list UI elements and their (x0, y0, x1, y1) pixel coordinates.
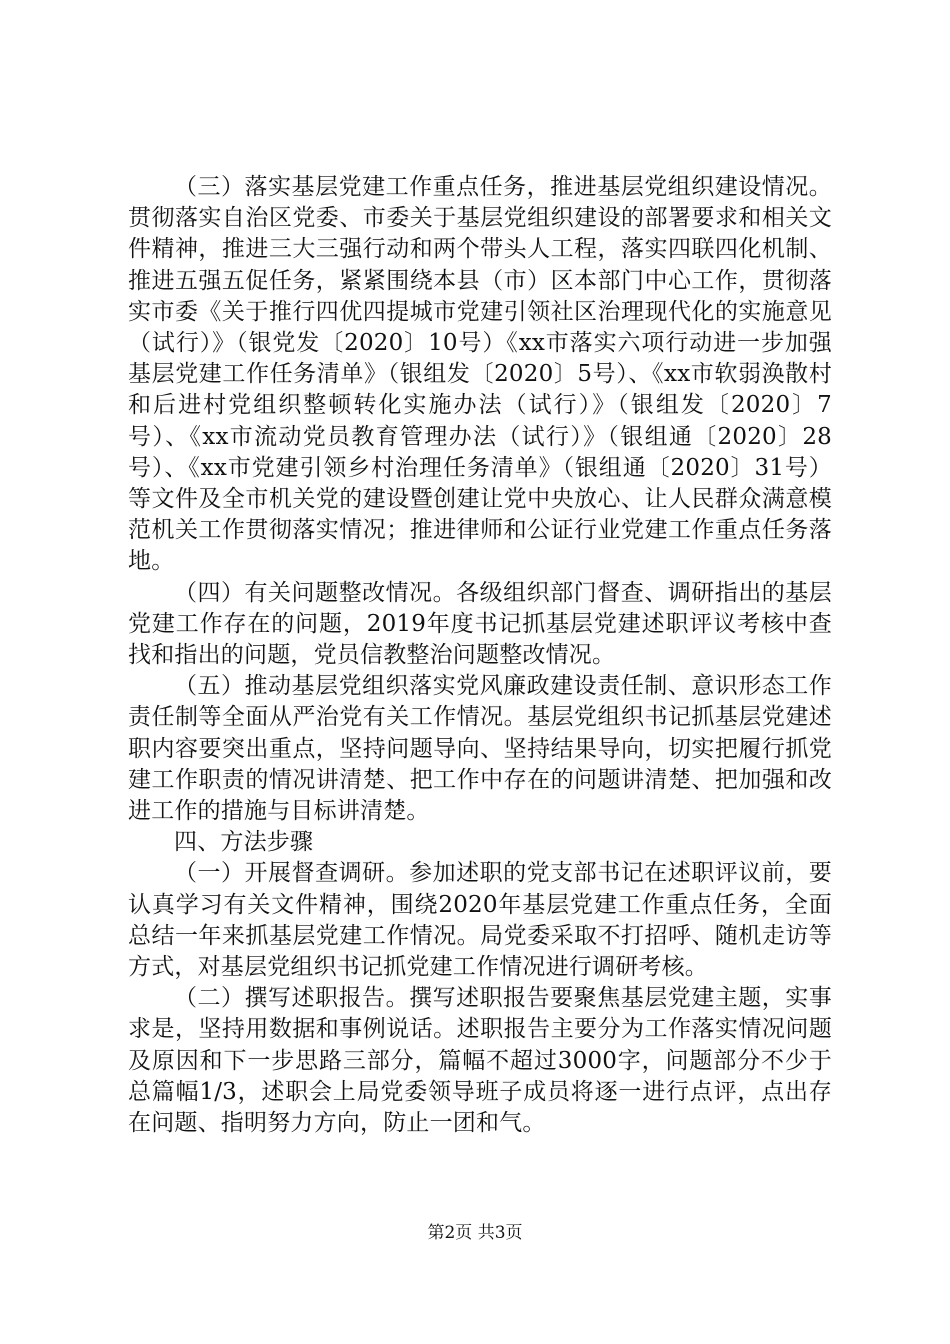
paragraph-task-four: （四）有关问题整改情况。各级组织部门督查、调研指出的基层党建工作存在的问题，2019年度书记抓基层党建述职评议考核中查找和指出的问题，党员信教整治问题整改情况。 (128, 579, 832, 669)
paragraph-task-five: （五）推动基层党组织落实党风廉政建设责任制、意识形态工作责任制等全面从严治党有关工作情况。基层党组织书记抓基层党建述职内容要突出重点，坚持问题导向、坚持结果导向，切实把履行抓党建工作职责的情况讲清楚、把工作中存在的问题讲清楚、把加强和改进工作的措施与目标讲清楚。 (128, 673, 832, 825)
paragraph-task-three: （三）落实基层党建工作重点任务，推进基层党组织建设情况。贯彻落实自治区党委、市委关于基层党组织建设的部署要求和相关文件精神，推进三大三强行动和两个带头人工程，落实四联四化机制、推进五强五促任务，紧紧围绕本县（市）区本部门中心工作，贯彻落实市委《关于推行四优四提城市党建引领社区治理现代化的实施意见（试行）》（银党发〔2020〕10号）《xx市落实六项行动进一步加强基层党建工作任务清单》（银组发〔2020〕5号）、《xx市软弱涣散村和后进村党组织整顿转化实施办法（试行）》（银组发〔2020〕7号）、《xx市流动党员教育管理办法（试行）》（银组通〔2020〕28号）、《xx市党建引领乡村治理任务清单》（银组通〔2020〕31号）等文件及全市机关党的建设暨创建让党中央放心、让人民群众满意模范机关工作贯彻落实情况；推进律师和公证行业党建工作重点任务落地。 (128, 174, 832, 575)
paragraph-step-one: （一）开展督查调研。参加述职的党支部书记在述职评议前，要认真学习有关文件精神，围绕2020年基层党建工作重点任务，全面总结一年来抓基层党建工作情况。局党委采取不打招呼、随机走访等方式，对基层党组织书记抓党建工作情况进行调研考核。 (128, 860, 832, 981)
paragraph-step-two: （二）撰写述职报告。撰写述职报告要聚焦基层党建主题，实事求是，坚持用数据和事例说话。述职报告主要分为工作落实情况问题及原因和下一步思路三部分，篇幅不超过3000字，问题部分不少于总篇幅1/3，述职会上局党委领导班子成员将逐一进行点评，点出存在问题、指明努力方向，防止一团和气。 (128, 985, 832, 1137)
page-footer: 第2页 共3页 (427, 1223, 523, 1243)
section-heading-methods: 四、方法步骤 (174, 829, 314, 856)
document-body (128, 172, 832, 1139)
